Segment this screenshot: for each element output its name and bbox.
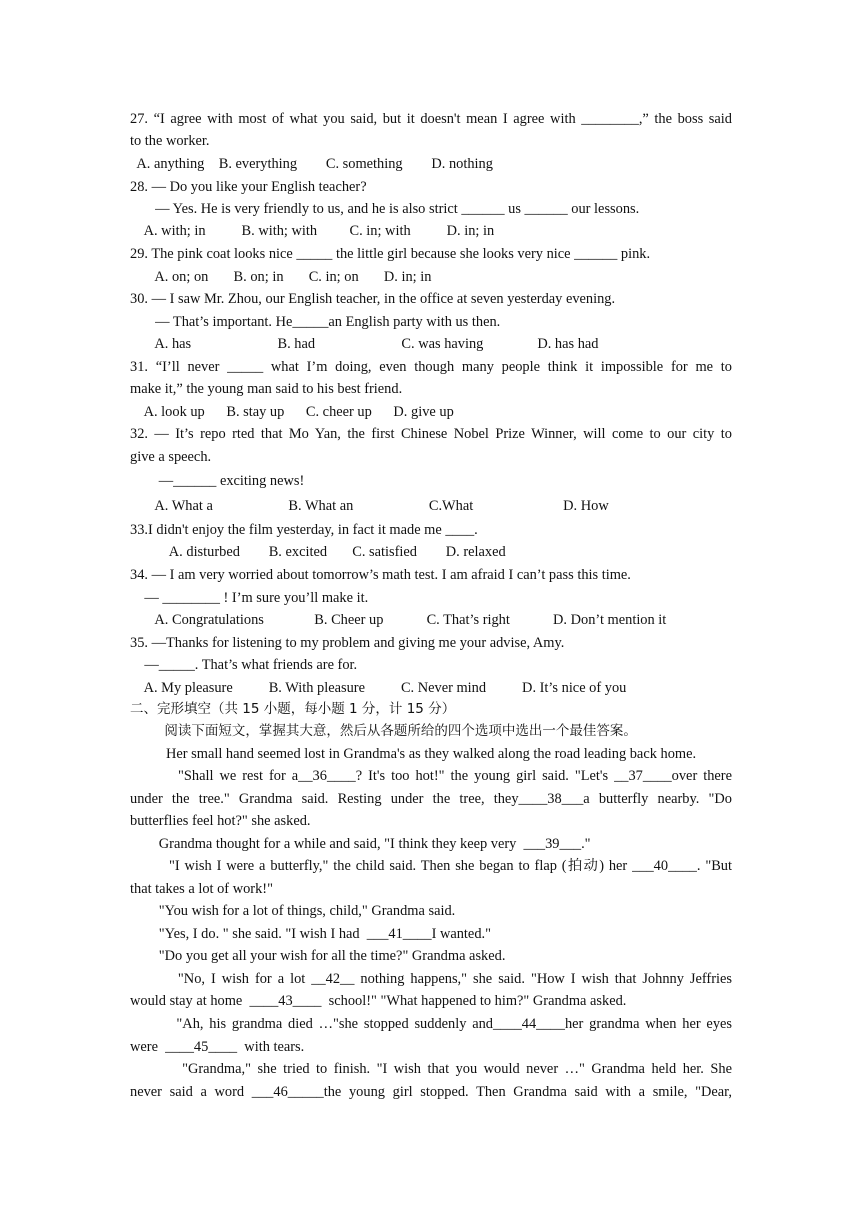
doc-line: to the worker. [130, 133, 210, 149]
doc-line: 33.I didn't enjoy the film yesterday, in fact it made me ____. [130, 522, 478, 538]
doc-line: "No, I wish for a lot __42__ nothing happens," she said. "How I wish that Johnny Jeffries [130, 971, 732, 987]
doc-line: A. anything B. everything C. something D. nothing [130, 156, 493, 172]
doc-line: A. has B. had C. was having D. has had [130, 336, 599, 352]
doc-line: 31. “I’ll never _____ what I’m doing, even though many people think it impossible for me to [130, 359, 732, 375]
doc-line: that takes a lot of work!" [130, 881, 273, 897]
doc-line: Grandma thought for a while and said, "I think they keep very ___39___." [130, 836, 591, 852]
doc-line: 32. — It’s repo rted that Mo Yan, the first Chinese Nobel Prize Winner, will come to our city to [130, 426, 732, 442]
doc-line: "Shall we rest for a__36____? It's too hot!" the young girl said. "Let's __37____over there [130, 768, 732, 784]
doc-line: 二、完形填空（共 15 小题，每小题 1 分，计 15 分） [130, 701, 456, 717]
doc-line: "Grandma," she tried to finish. "I wish that you would never …" Grandma held her. She [130, 1061, 732, 1077]
doc-line: A. Congratulations B. Cheer up C. That’s right D. Don’t mention it [130, 612, 667, 628]
doc-line: 35. —Thanks for listening to my problem and giving me your advise, Amy. [130, 635, 565, 651]
doc-line: A. What a B. What an C.What D. How [130, 498, 609, 514]
doc-line: "I wish I were a butterfly," the child said. Then she began to flap (拍动) her ___40____. "But [130, 858, 732, 874]
doc-line: — ________ ! I’m sure you’ll make it. [130, 590, 369, 606]
doc-line: A. disturbed B. excited C. satisfied D. relaxed [130, 544, 506, 560]
doc-line: — Yes. He is very friendly to us, and he is also strict ______ us ______ our lessons. [130, 201, 640, 217]
doc-line: butterflies feel hot?" she asked. [130, 813, 311, 829]
doc-line: 27. “I agree with most of what you said, but it doesn't mean I agree with ________,” the boss said [130, 111, 732, 127]
doc-line: give a speech. [130, 449, 212, 465]
doc-line: never said a word ___46_____the young girl stopped. Then Grandma said with a smile, "Dear, [130, 1084, 732, 1100]
doc-line: 29. The pink coat looks nice _____ the little girl because she looks very nice ______ pink. [130, 246, 651, 262]
doc-line: Her small hand seemed lost in Grandma's as they walked along the road leading back home. [130, 746, 697, 762]
doc-line: under the tree." Grandma said. Resting under the tree, they____38___a butterfly nearby. "Do [130, 791, 732, 807]
doc-line: 30. — I saw Mr. Zhou, our English teacher, in the office at seven yesterday evening. [130, 291, 616, 307]
doc-line: A. look up B. stay up C. cheer up D. give up [130, 404, 454, 420]
doc-line: "Ah, his grandma died …"she stopped suddenly and____44____her grandma when her eyes [130, 1016, 732, 1032]
doc-line: A. My pleasure B. With pleasure C. Never mind D. It’s nice of you [130, 680, 627, 696]
doc-line: "You wish for a lot of things, child," Grandma said. [130, 903, 456, 919]
doc-line: would stay at home ____43____ school!" "What happened to him?" Grandma asked. [130, 993, 627, 1009]
doc-line: — That’s important. He_____an English party with us then. [130, 314, 501, 330]
doc-line: "Do you get all your wish for all the time?" Grandma asked. [130, 948, 506, 964]
doc-line: make it,” the young man said to his best friend. [130, 381, 403, 397]
doc-line: were ____45____ with tears. [130, 1039, 305, 1055]
doc-line: A. on; on B. on; in C. in; on D. in; in [130, 269, 432, 285]
doc-line: A. with; in B. with; with C. in; with D. in; in [130, 223, 495, 239]
doc-line: —______ exciting news! [130, 473, 305, 489]
doc-line: 28. — Do you like your English teacher? [130, 179, 367, 195]
doc-line: —_____. That’s what friends are for. [130, 657, 358, 673]
doc-line: 阅读下面短文，掌握其大意，然后从各题所给的四个选项中选出一个最佳答案。 [130, 723, 637, 739]
doc-line: "Yes, I do. " she said. "I wish I had ___41____I wanted." [130, 926, 491, 942]
doc-line: 34. — I am very worried about tomorrow’s math test. I am afraid I can’t pass this time. [130, 567, 631, 583]
